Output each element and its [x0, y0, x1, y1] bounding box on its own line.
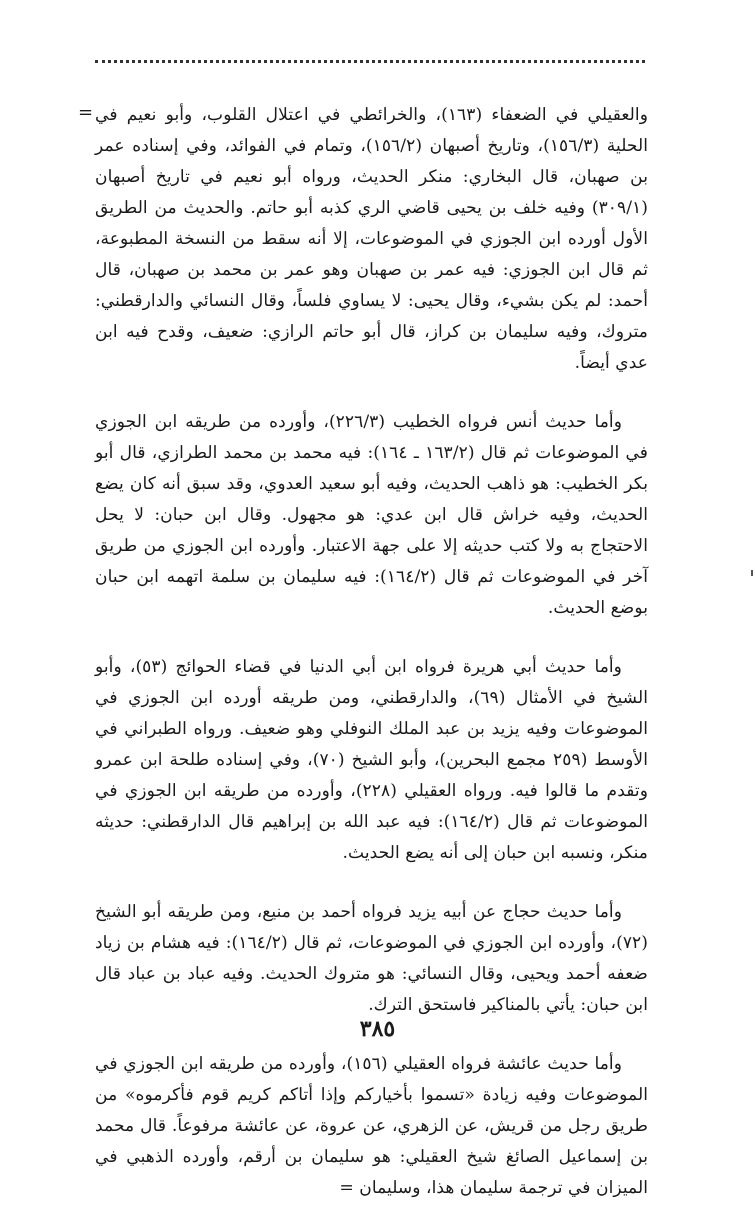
paragraph-aqili: والعقيلي في الضعفاء (١٦٣)، والخرائطي في اعتلال القلوب، وأبو نعيم في الحلية (١٥٦/٣)، وتاريخ أصبهان (١٥٦/٢)، وتمام في الفوائد، وفي إسناده عمر بن صهبان، قال البخاري: منكر الحديث، ورواه أبو نعيم في تاريخ أصبهان (٣٠٩/١) وفيه خلف بن يحيى قاضي الري كذبه أبو حاتم. والحديث من الطريق الأول أورده ابن الجوزي في الموضوعات، إلا أنه سقط من النسخة المطبوعة، ثم قال ابن الجوزي: فيه عمر بن صهبان وهو عمر بن محمد بن صهبان، قال أحمد: لم يكن بشيء، وقال يحيى: لا يساوي فلساً، وقال النسائي والدارقطني: متروك، وفيه سليمان بن كراز، قال أبو حاتم الرازي: ضعيف، وقدح فيه ابن عدي أيضاً. [95, 105, 649, 373]
margin-mark [751, 570, 753, 576]
header-dotted-rule [95, 60, 645, 63]
paragraph-hadith-aisha: وأما حديث عائشة فرواه العقيلي (١٥٦)، وأورده من طريقه ابن الجوزي في الموضوعات وفيه زيادة «تسموا بأخياركم وإذا أتاكم كريم قوم فأكرموه» من طريق رجل من قريش، عن الزهري، عن عروة، عن عائشة مرفوعاً. قال محمد بن إسماعيل الصائغ شيخ العقيلي: هو سليمان بن أرقم، وأورده الذهبي في الميزان في ترجمة سليمان هذا، وسليمان = [95, 1054, 648, 1198]
paragraph-hadith-hajjaj: وأما حديث حجاج عن أبيه يزيد فرواه أحمد بن منيع، ومن طريقه أبو الشيخ (٧٢)، وأورده ابن الجوزي في الموضوعات، ثم قال (١٦٤/٢): فيه هشام بن زياد ضعفه أحمد ويحيى، وقال النسائي: هو متروك الحديث. وفيه عباد بن عباد قال ابن حبان: يأتي بالمناكير فاستحق الترك. [95, 902, 648, 1015]
continuation-mark: = [78, 102, 94, 123]
page-number: ٣٨٥ [359, 1016, 396, 1042]
paragraph-hadith-anas: وأما حديث أنس فرواه الخطيب (٢٢٦/٣)، وأورده من طريقه ابن الجوزي في الموضوعات ثم قال (١٦٣/٢ ـ ١٦٤): فيه محمد بن محمد الطرازي، قال أبو بكر الخطيب: هو ذاهب الحديث، وفيه أبو سعيد العدوي، وقد سبق أنه كان يضع الحديث، وفيه خراش قال ابن عدي: هو مجهول. وقال ابن حبان: لا يحل الاحتجاج به ولا كتب حديثه إلا على جهة الاعتبار. وأورده ابن الجوزي من طريق آخر في الموضوعات ثم قال (١٦٤/٢): فيه سليمان بن سلمة اتهمه ابن حبان بوضع الحديث. [95, 412, 648, 618]
footnote-body [95, 100, 648, 1232]
paragraph-hadith-abu-hurayra: وأما حديث أبي هريرة فرواه ابن أبي الدنيا في قضاء الحوائج (٥٣)، وأبو الشيخ في الأمثال (٦٩)، والدارقطني، ومن طريقه أورده ابن الجوزي في الموضوعات وفيه يزيد بن عبد الملك النوفلي وهو ضعيف. ورواه الطبراني في الأوسط (٢٥٩ مجمع البحرين)، وأبو الشيخ (٧٠)، وفي إسناده طلحة ابن عمرو وتقدم ما قالوا فيه. ورواه العقيلي (٢٢٨)، وأورده من طريقه ابن الجوزي في الموضوعات ثم قال (١٦٤/٢): فيه عبد الله بن إبراهيم قال الدارقطني: حديثه منكر، ونسبه ابن حبان إلى أنه يضع الحديث. [95, 657, 649, 863]
